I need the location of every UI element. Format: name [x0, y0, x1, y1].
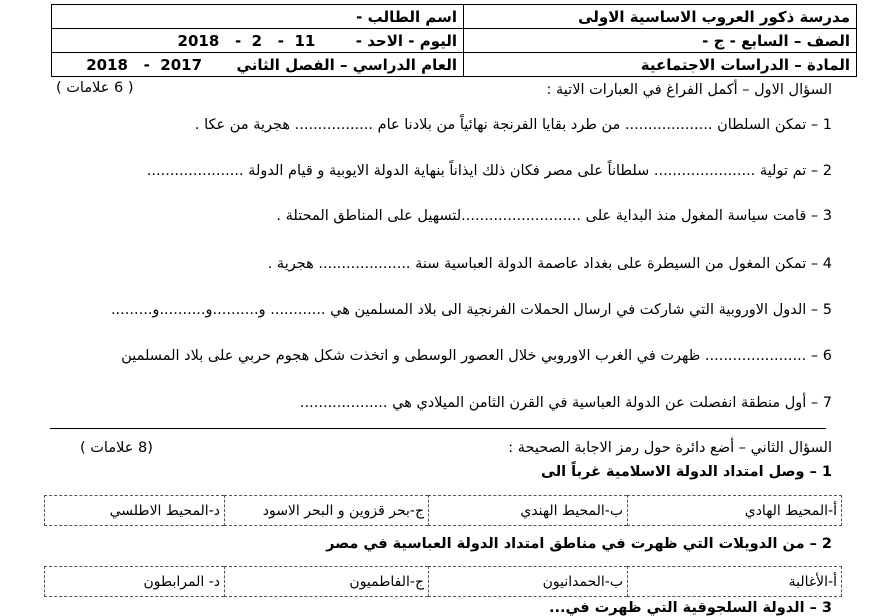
- school-name: مدرسة ذكور العروب الاساسية الاولى: [464, 5, 857, 29]
- q2-marks: (8 علامات ): [80, 440, 153, 456]
- q2-q2-options: [44, 566, 842, 597]
- q2-q1-options: [44, 495, 842, 526]
- student-name-field: اسم الطالب -: [52, 5, 464, 29]
- q1-item-6: 6 – ...................... ظهرت في الغرب الاوروبي خلال العصور الوسطى و اتخذت شكل هجوم حربي على بلاد المسلمين: [121, 348, 832, 364]
- date-day: 11: [294, 31, 316, 50]
- option-a[interactable]: أ-الأغالبة: [628, 567, 842, 597]
- day-label: اليوم - الاحد -: [355, 31, 457, 50]
- date-month: 2: [251, 31, 263, 50]
- q1-marks: ( 6 علامات ): [56, 80, 134, 96]
- q1-item-2: 2 – تم تولية ...................... سلطاناً على مصر فكان ذلك ايذاناً بنهاية الدولة الايوبية و قيام الدولة .....................: [146, 163, 832, 179]
- option-c[interactable]: ج-بحر قزوين و البحر الاسود: [225, 496, 429, 526]
- option-d[interactable]: د- المرابطون: [45, 567, 225, 597]
- q2-question-2: 2 – من الدويلات التي ظهرت في مناطق امتداد الدولة العباسية في مصر: [326, 536, 832, 552]
- option-a[interactable]: أ-المحيط الهادي: [628, 496, 842, 526]
- option-b[interactable]: ب-المحيط الهندي: [429, 496, 628, 526]
- q1-title: السؤال الاول – أكمل الفراغ في العبارات الاتية :: [546, 82, 832, 98]
- q2-title: السؤال الثاني – أضع دائرة حول رمز الاجابة الصحيحة :: [508, 440, 832, 456]
- header-row-3: [52, 53, 857, 77]
- year-from: 2017: [160, 55, 203, 74]
- q1-item-1: 1 – تمكن السلطان ................... من طرد بقايا الفرنجة نهائياً من بلادنا عام ................. هجرية من عكا .: [194, 117, 832, 133]
- year-to: 2018: [86, 55, 128, 74]
- q1-item-7: 7 – أول منطقة انفصلت عن الدولة العباسية في القرن الثامن الميلادي هي ...................: [299, 395, 832, 411]
- options-row: [45, 567, 842, 597]
- options-row: [45, 496, 842, 526]
- q1-item-3: 3 – قامت سياسة المغول منذ البداية على ..........................لتسهيل على المناطق المحتلة .: [276, 208, 832, 224]
- academic-year-field: العام الدراسي – الفصل الثاني 2017 - 2018: [52, 53, 464, 77]
- subject-field: المادة – الدراسات الاجتماعية: [464, 53, 857, 77]
- q2-question-3-partial: 3 – الدولة السلجوقية التي ظهرت في...: [548, 600, 832, 616]
- year-label: العام الدراسي – الفصل الثاني: [236, 55, 457, 74]
- q1-item-4: 4 – تمكن المغول من السيطرة على بغداد عاصمة الدولة العباسية سنة .................... هجرية .: [267, 256, 832, 272]
- header-row-1: [52, 5, 857, 29]
- option-b[interactable]: ب-الحمدانيون: [429, 567, 628, 597]
- q1-item-5: 5 – الدول الاوروبية التي شاركت في ارسال الحملات الفرنجية الى بلاد المسلمين هي ............ و..........و..........و.........: [110, 302, 832, 318]
- q2-question-1: 1 – وصل امتداد الدولة الاسلامية غرباً الى: [541, 464, 832, 480]
- section-divider: [50, 428, 826, 429]
- option-c[interactable]: ج-الفاطميون: [225, 567, 429, 597]
- option-d[interactable]: د-المحيط الاطلسي: [45, 496, 225, 526]
- header-row-2: [52, 29, 857, 53]
- header-table: [51, 4, 857, 77]
- date-year: 2018: [177, 31, 220, 50]
- date-field: اليوم - الاحد - 11 - 2 - 2018: [52, 29, 464, 53]
- grade-field: الصف – السابع - ج -: [464, 29, 857, 53]
